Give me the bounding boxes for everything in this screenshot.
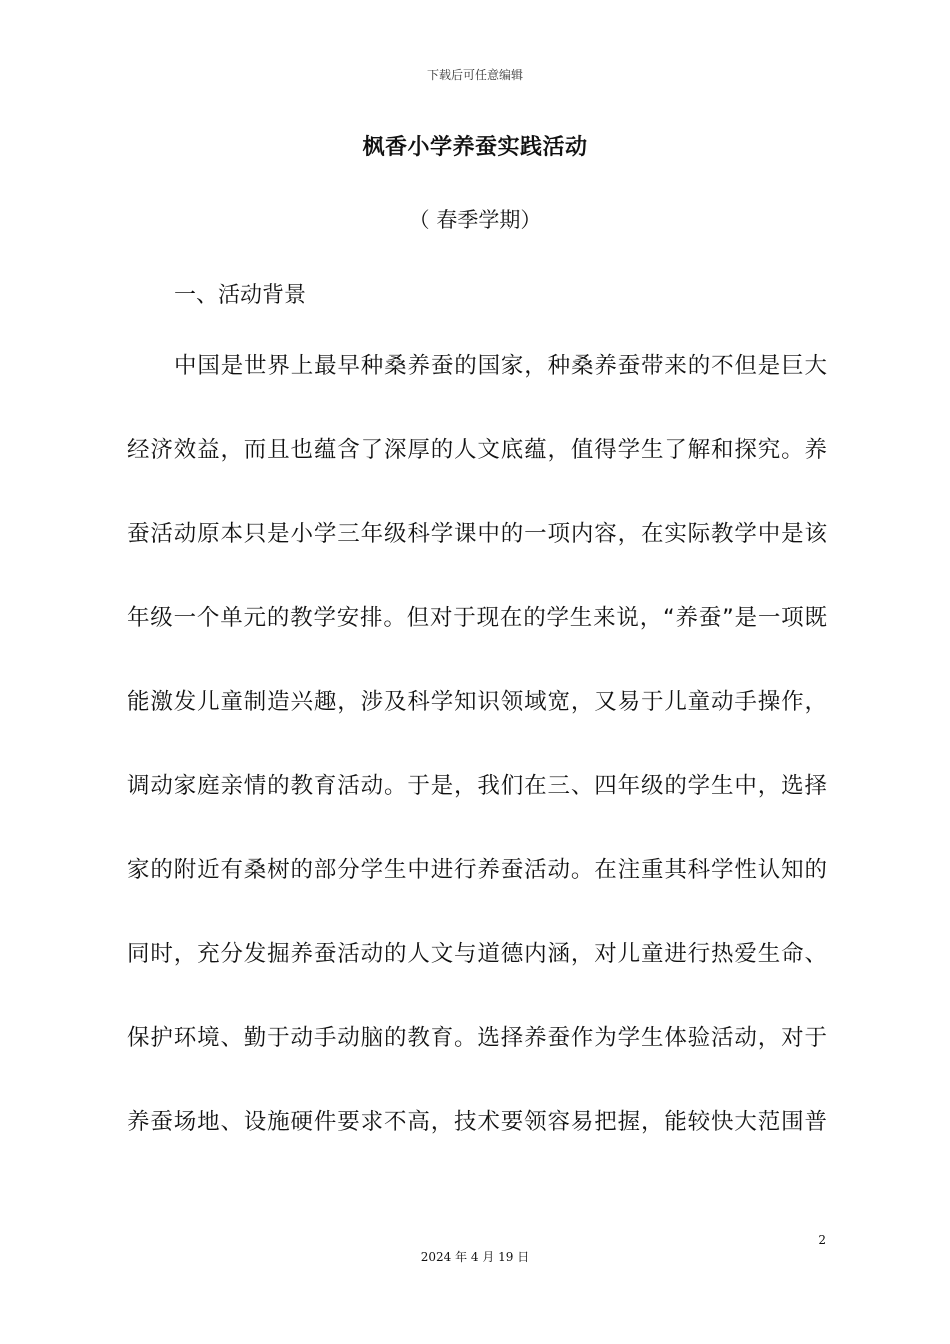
document-subtitle: （ 春季学期） [408,208,542,232]
body-line: 经济效益，而且也蕴含了深厚的人文底蕴，值得学生了解和探究。养 [127,437,827,463]
body-line: 同时，充分发掘养蚕活动的人文与道德内涵，对儿童进行热爱生命、 [127,941,827,967]
body-line: 年级一个单元的教学安排。但对于现在的学生来说，“养蚕”是一项既 [127,605,827,631]
body-line: 保护环境、勤于动手动脑的教育。选择养蚕作为学生体验活动，对于 [127,1025,827,1051]
footer-date: 2024 年 4 月 19 日 [420,1250,530,1264]
document-title: 枫香小学养蚕实践活动 [362,135,588,160]
body-line: 能激发儿童制造兴趣，涉及科学知识领域宽，又易于儿童动手操作， [127,689,827,715]
body-line: 养蚕场地、设施硬件要求不高，技术要领容易把握，能较快大范围普 [127,1109,827,1135]
page-number: 2 [818,1233,826,1247]
header-note: 下载后可任意编辑 [426,68,523,82]
body-line: 家的附近有桑树的部分学生中进行养蚕活动。在注重其科学性认知的 [127,857,827,883]
body-line: 调动家庭亲情的教育活动。于是，我们在三、四年级的学生中，选择 [127,773,827,799]
body-line: 中国是世界上最早种桑养蚕的国家，种桑养蚕带来的不但是巨大 [174,353,827,379]
body-line: 蚕活动原本只是小学三年级科学课中的一项内容，在实际教学中是该 [127,521,827,547]
section-heading: 一、活动背景 [174,283,307,308]
body-paragraph [127,346,827,1186]
